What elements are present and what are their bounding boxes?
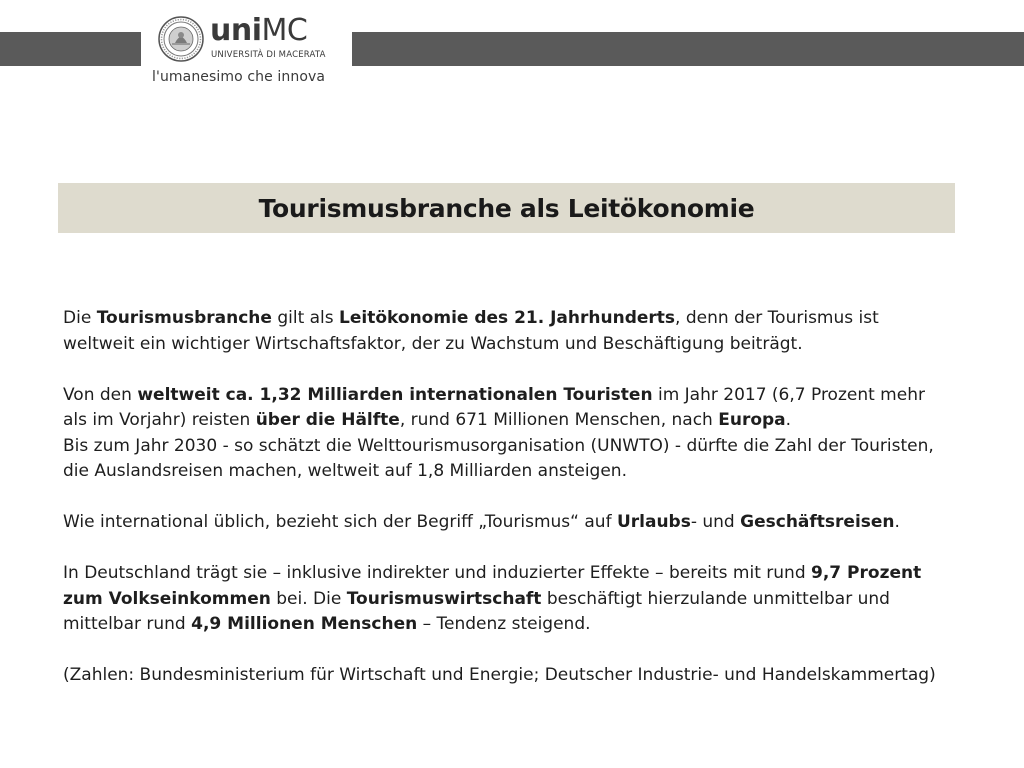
- text-segment: – Tendenz steigend.: [417, 614, 591, 634]
- bold-text-segment: Urlaubs: [616, 512, 691, 532]
- logo-wordmark: [210, 13, 308, 48]
- bold-text-segment: Tourismusbranche: [96, 308, 272, 328]
- text-segment: .: [785, 410, 792, 430]
- bold-text-segment: Leitökonomie des 21. Jahrhunderts: [339, 308, 676, 328]
- bold-text-segment: über die Hälfte: [255, 410, 400, 430]
- text-segment: bei. Die: [270, 588, 347, 609]
- text-segment: In Deutschland trägt sie – inklusive indirekter und induzierter Effekte – bereits mit rund: [63, 563, 812, 583]
- text-segment: Die: [63, 308, 97, 328]
- bold-text-segment: weltweit ca. 1,32 Milliarden internationalen Touristen: [137, 384, 653, 405]
- text-segment: im Jahr 2017 (6,7 Prozent mehr als im Vorjahr) reisten: [63, 384, 925, 430]
- logo-wordmark-light: MC: [261, 13, 308, 48]
- text-segment: Bis zum Jahr 2030 - so schätzt die Welttourismusorganisation (UNWTO) - dürfte die Zahl der Touristen, die Auslandsreisen machen, weltweit auf 1,8 Milliarden ansteigen.: [63, 435, 934, 481]
- bold-text-segment: Tourismuswirtschaft: [346, 588, 542, 609]
- slide-body: [63, 306, 953, 714]
- body-paragraph: [63, 510, 953, 536]
- header-band-left: [0, 32, 141, 66]
- text-segment: , rund 671 Millionen Menschen, nach: [399, 410, 719, 430]
- text-segment: .: [894, 512, 900, 532]
- body-paragraph: [63, 561, 953, 638]
- bold-text-segment: Geschäftsreisen: [740, 512, 895, 532]
- text-segment: (Zahlen: Bundesministerium für Wirtschaft und Energie; Deutscher Industrie- und Handelskammertag): [63, 665, 936, 685]
- bold-text-segment: 4,9 Millionen Menschen: [191, 614, 418, 634]
- logo-subtitle: UNIVERSITÀ DI MACERATA: [211, 50, 326, 60]
- text-segment: Wie international üblich, bezieht sich der Begriff „Tourismus“ auf: [63, 512, 617, 532]
- body-paragraph: [63, 663, 953, 689]
- university-logo: [150, 12, 346, 70]
- slide-title: Tourismusbranche als Leitökonomie: [258, 193, 755, 223]
- bold-text-segment: 9,7 Prozent zum Volkseinkommen: [63, 563, 922, 609]
- text-segment: - und: [690, 512, 741, 532]
- text-segment: , denn der Tourismus ist weltweit ein wichtiger Wirtschaftsfaktor, der zu Wachstum und Beschäftigung beiträgt.: [63, 308, 879, 354]
- text-segment: Von den: [63, 384, 138, 405]
- university-seal-icon: [158, 16, 204, 62]
- slide-title-bar: [58, 183, 955, 233]
- bold-text-segment: Europa: [718, 410, 786, 430]
- logo-tagline: l'umanesimo che innova: [152, 69, 326, 85]
- body-paragraph: [63, 306, 953, 357]
- logo-wordmark-bold: uni: [210, 13, 262, 48]
- body-paragraph: [63, 383, 953, 434]
- text-segment: beschäftigt hierzulande unmittelbar und mittelbar rund: [63, 588, 890, 634]
- header-band-right: [352, 32, 1024, 66]
- text-segment: gilt als: [271, 308, 340, 328]
- body-paragraph: [63, 434, 953, 485]
